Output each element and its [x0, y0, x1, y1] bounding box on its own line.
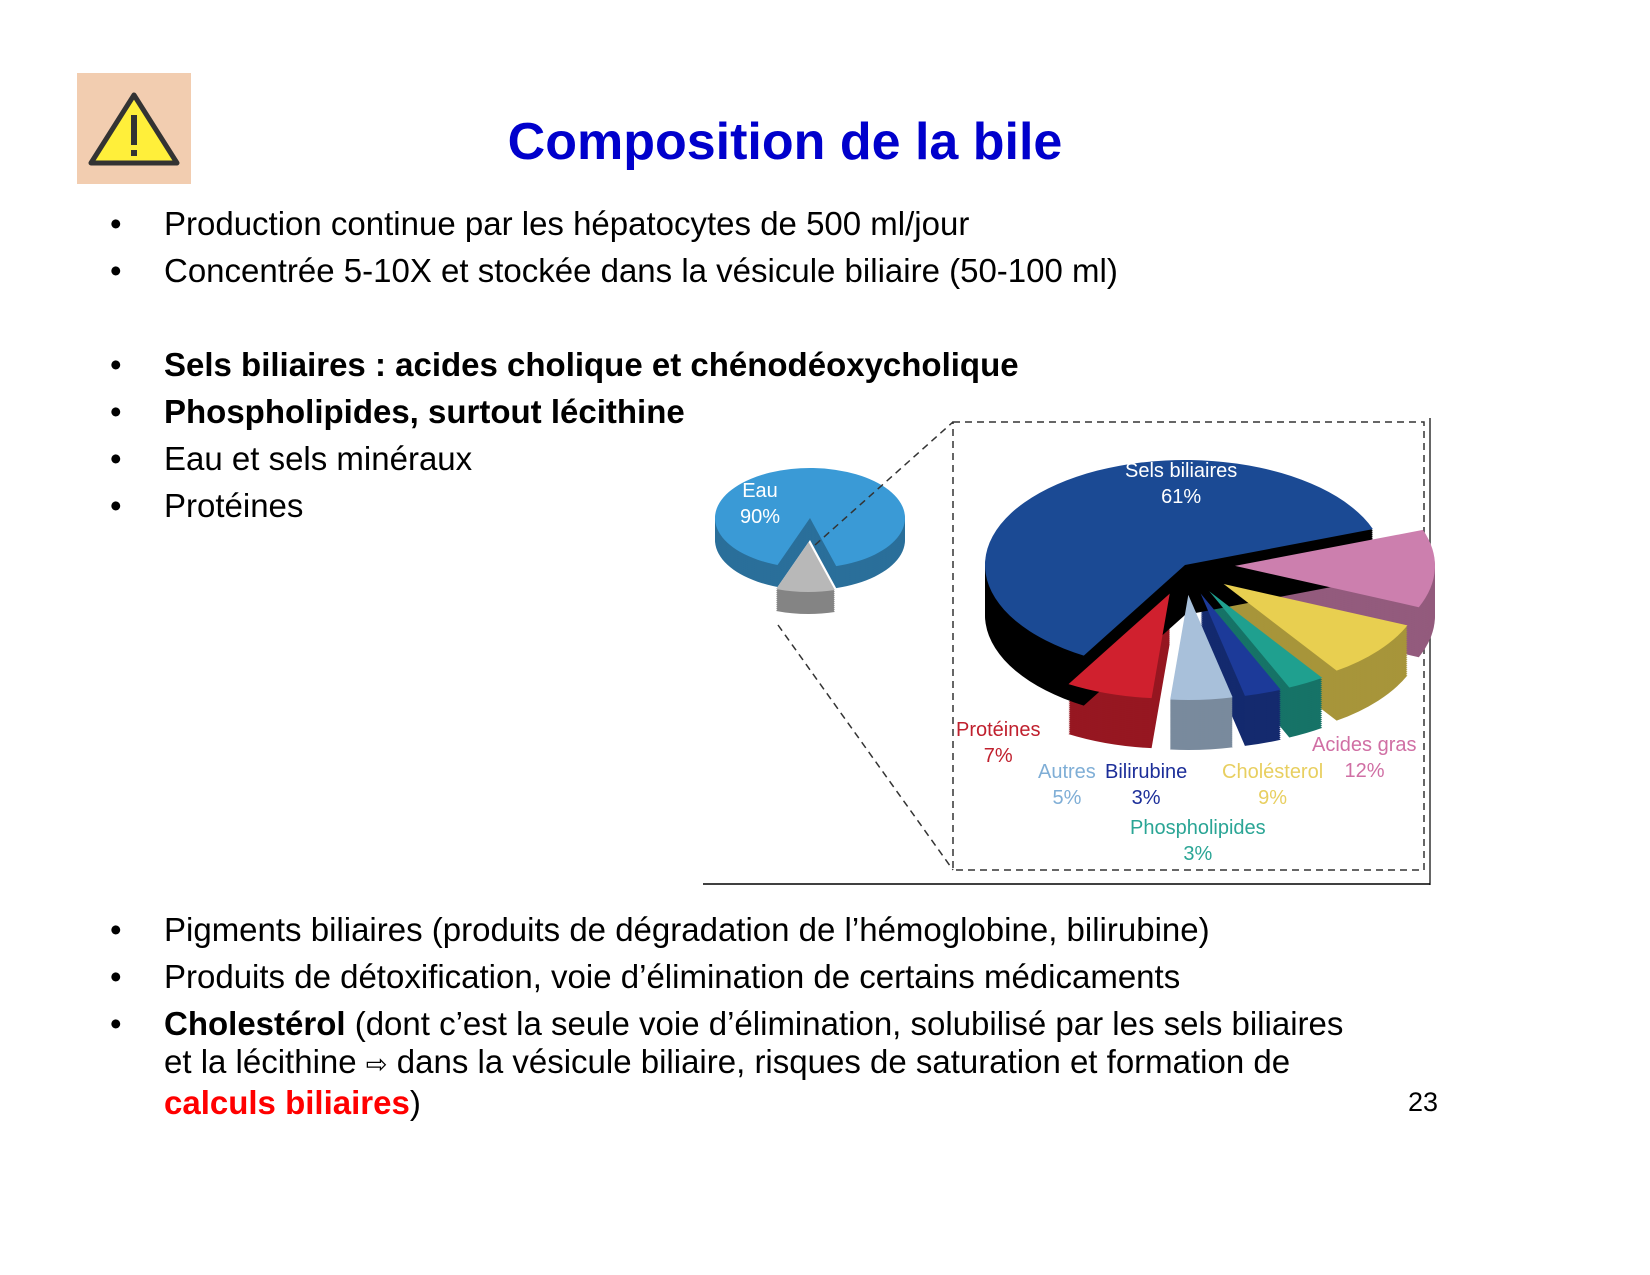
label-proteines: Protéines 7%: [956, 719, 1041, 767]
label-bilirubine: Bilirubine 3%: [1105, 761, 1188, 809]
slide-title: Composition de la bile: [507, 113, 1063, 171]
label-eau: Eau 90%: [740, 480, 781, 528]
label-autres: Autres 5%: [1038, 761, 1096, 809]
arrow-right-icon: ⇨: [365, 1050, 388, 1080]
label-phospholipides: Phospholipides 3%: [1130, 817, 1266, 865]
label-acides-gras: Acides gras 12%: [1312, 734, 1417, 782]
label-cholesterol: Cholésterol 9%: [1222, 761, 1324, 809]
page-number: 23: [1408, 1087, 1439, 1117]
label-sels-biliaires: Sels biliaires 61%: [1125, 460, 1238, 508]
zoom-line-bottom: [778, 625, 953, 870]
